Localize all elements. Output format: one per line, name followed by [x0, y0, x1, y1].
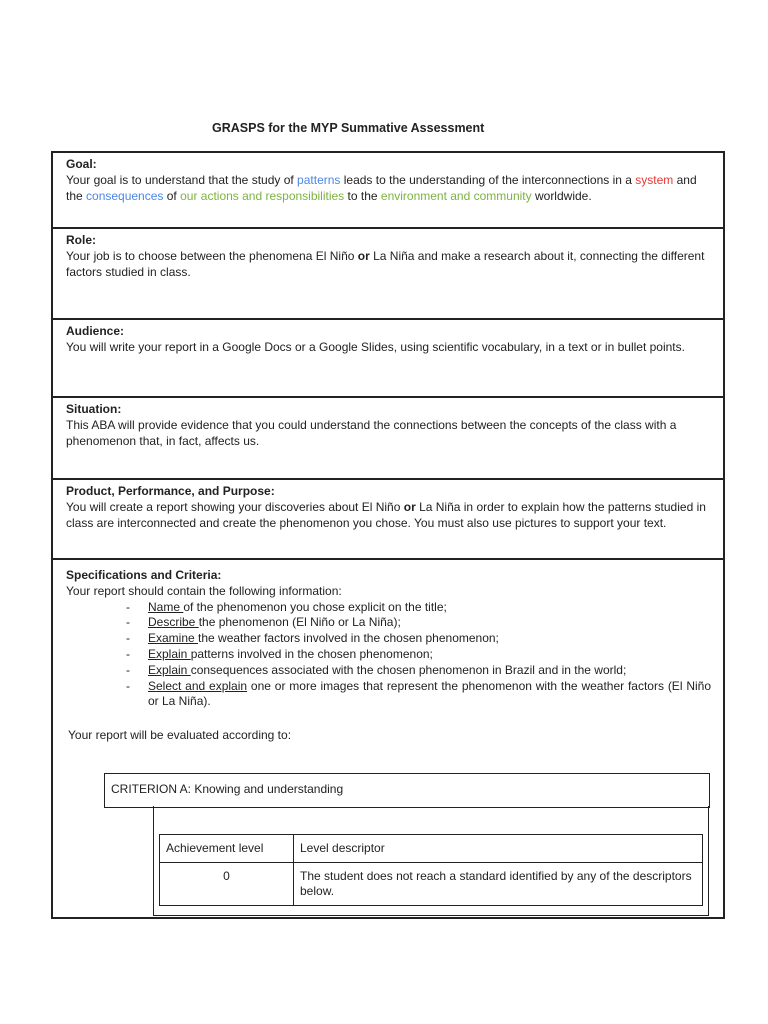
table-header-row [160, 835, 703, 863]
audience-section [53, 318, 723, 398]
list-item: - Examine the weather factors involved in the chosen phenomenon; [126, 631, 711, 647]
role-section [53, 227, 723, 319]
level-value: 0 [160, 863, 294, 906]
criterion-a-title: CRITERION A: Knowing and understanding [104, 773, 710, 808]
criteria-list [66, 600, 711, 711]
role-heading: Role: [66, 233, 96, 247]
col-level-descriptor: Level descriptor [294, 835, 703, 863]
term-environment: environment and community [380, 188, 532, 203]
goal-heading: Goal: [66, 157, 97, 171]
specs-section [53, 558, 723, 919]
evaluation-intro: Your report will be evaluated according to: [68, 728, 292, 743]
term-system: system [635, 172, 674, 187]
audience-heading: Audience: [66, 324, 125, 338]
list-item: - Select and explain one or more images that represent the phenomenon with the weather factors (El Niño or La Niña). [126, 679, 711, 711]
specs-intro: Your report should contain the following information: [66, 583, 342, 598]
goal-section [53, 153, 723, 229]
col-achievement-level: Achievement level [160, 835, 294, 863]
audience-text: You will write your report in a Google Docs or a Google Slides, using scientific vocabulary, in a text or in bullet points. [66, 339, 685, 354]
grasps-table [51, 151, 725, 919]
product-text: You will create a report showing your discoveries about El Niño or La Niña in order to explain how the patterns studied in class are interconnected and create the phenomenon you chose. You must also use pictures to support your text. [66, 499, 706, 530]
list-item: - Explain consequences associated with the chosen phenomenon in Brazil and in the world; [126, 663, 711, 679]
role-text: Your job is to choose between the phenomena El Niño or La Niña and make a research about it, connecting the different factors studied in class. [66, 248, 705, 279]
list-item: - Name of the phenomenon you chose explicit on the title; [126, 600, 711, 616]
situation-heading: Situation: [66, 402, 122, 416]
page-title: GRASPS for the MYP Summative Assessment [212, 121, 485, 135]
situation-section [53, 396, 723, 480]
criterion-a-body [153, 806, 709, 916]
term-actions: our actions and responsibilities [180, 188, 345, 203]
table-row [160, 863, 703, 906]
situation-text: This ABA will provide evidence that you could understand the connections between the concepts of the class with a phenomenon that, in fact, affects us. [66, 417, 677, 448]
specs-heading: Specifications and Criteria: [66, 568, 222, 582]
list-item: - Explain patterns involved in the chosen phenomenon; [126, 647, 711, 663]
goal-text: Your goal is to understand that the study of patterns leads to the understanding of the interconnections in a system and the consequences of our actions and responsibilities to the environment and community worldwide. [66, 172, 697, 203]
product-heading: Product, Performance, and Purpose: [66, 484, 275, 498]
achievement-table [159, 834, 703, 906]
level-descriptor: The student does not reach a standard identified by any of the descriptors below. [294, 863, 703, 906]
product-section [53, 478, 723, 560]
term-consequences: consequences [86, 188, 164, 203]
term-patterns: patterns [297, 172, 341, 187]
list-item: - Describe the phenomenon (El Niño or La Niña); [126, 615, 711, 631]
